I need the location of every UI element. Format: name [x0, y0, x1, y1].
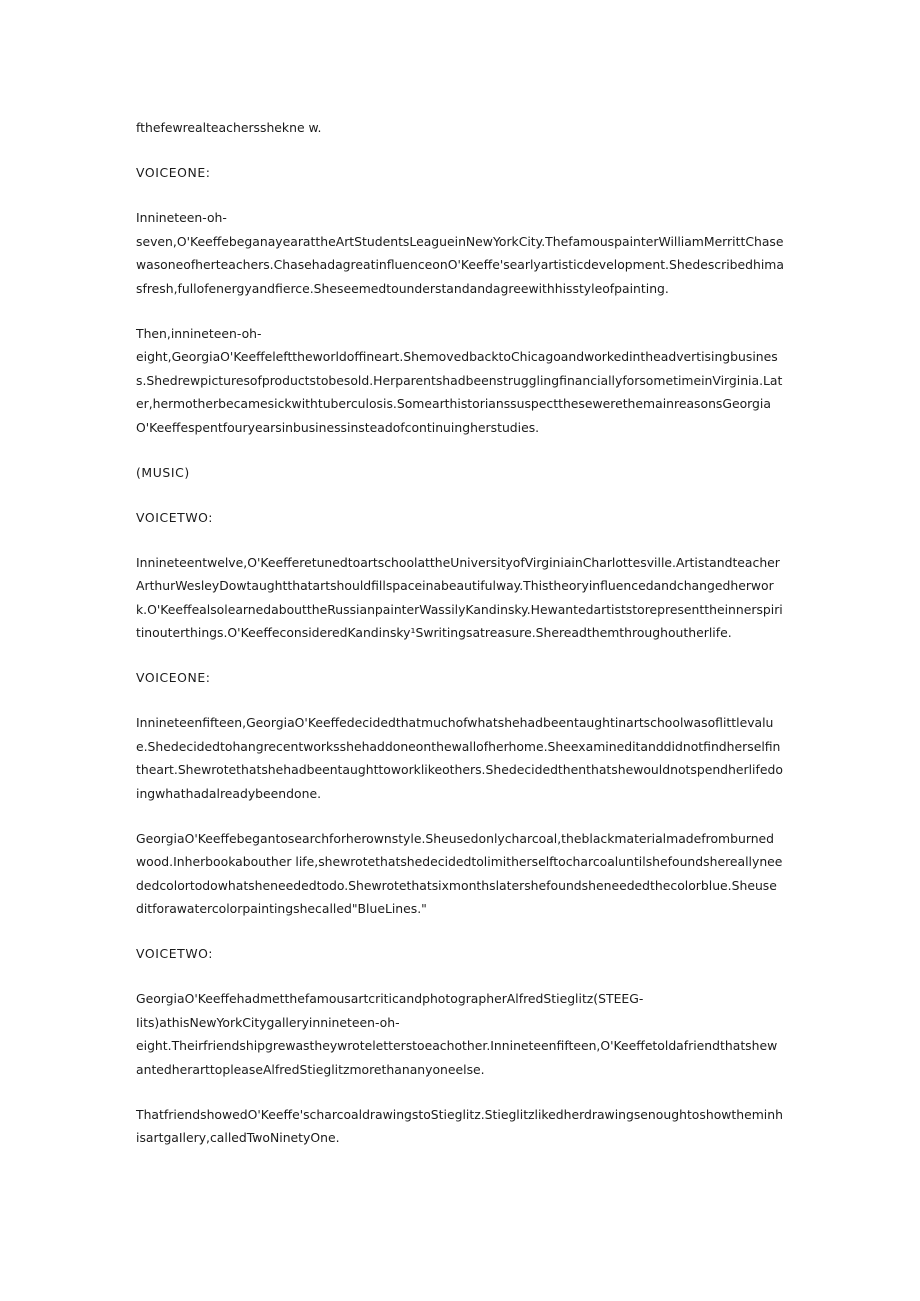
text-block: Innineteentwelve,O'KeefferetunedtoartschoolattheUniversityofVirginiainCharlottesville.ArtistandteacherArthurWesleyDowtaughtthatartshouldfillspaceinabeautifulway.Thistheoryinfluencedandchangedherwork.O'KeeffealsolearnedabouttheRussianpainterWassilyKandinsky.Hewantedartiststorepresenttheinnerspiritinouterthings.O'KeeffeconsideredKandinsky¹Swritingsatreasure.Shereadthemthroughoutherlife. [136, 554, 783, 640]
speaker-label: VOICETWO: [136, 946, 214, 961]
speaker-label: VOICEONE: [136, 670, 211, 685]
text-block: fthefewrealteachersshekne w. [136, 120, 322, 135]
speaker-label: VOICEONE: [136, 165, 211, 180]
speaker-label: VOICETWO: [136, 509, 214, 525]
stage-direction: (MUSIC) [136, 464, 190, 480]
text-block: Then,innineteen-oh- eight,GeorgiaO'Keeffelefttheworldoffineart.ShemovedbacktoChicagoandworkedintheadvertisingbusiness.Shedrewpicturesofproductstobesold.HerparentshadbeenstrugglingfinanciallyforsometimeinVirginia.Later,hermotherbecamesickwithtuberculosis.SomearthistorianssuspectthesewerethemainreasonsGeorgiaO'Keeffespentfouryearsinbusinessinsteadofcontinuingherstudies. [136, 325, 783, 435]
document-page [136, 116, 784, 1171]
text-block: ThatfriendshowedO'Keeffe'scharcoaldrawingstoStieglitz.StieglitzlikedherdrawingsenoughtoshowtheminhisartgaIlery,calledTwoNinetyOne. [136, 1106, 783, 1145]
text-block: Innineteen-oh- seven,O'KeeffebeganayearattheArtStudentsLeagueinNewYorkCity.ThefamouspainterWilliamMerrittChasewasoneofherteachers.ChasehadagreatinfluenceonO'Keeffe'searlyartisticdevelopment.Shedescribedhimasfresh,fullofenergyandfierce.Sheseemedtounderstandandagreewithhisstyleofpainting. [136, 210, 784, 296]
text-block: GeorgiaO'KeeffehadmetthefamousartcriticandphotographerAlfredStieglitz(STEEG- Iits)athisNewYorkCitygalleryinnineteen-oh- eight.Theirfriendshipgrewastheywroteletterstoeachother.Innineteenfifteen,O'KeeffetoldafriendthatshewantedherarttopleaseAlfredStieglitzmorethananyoneelse. [136, 991, 778, 1077]
text-block: Innineteenfifteen,GeorgiaO'Keeffedecidedthatmuchofwhatshehadbeentaughtinartschoolwasoflittlevalue.Shedecidedtohangrecentworksshehaddoneonthewallofherhome.Sheexamineditanddidnotfindherselfintheart.Shewrotethatshehadbeentaughttoworklikeothers.Shedecidedthenthatshewouldnotspendherlifedoingwhathadalreadybeendone. [136, 715, 783, 801]
text-block: GeorgiaO'Keeffebegantosearchforherownstyle.Sheusedonlycharcoal,theblackmaterialmadefromburnedwood.Inherbookabouther life,shewrotethatshedecidedtolimitherselftocharcoaluntilshefoundshereallyneededcolortodowhatsheneededtodo.Shewrotethatsixmonthslatershefoundsheneededthecolorblue.Sheuseditforawatercolorpaintingshecalled"BlueLines." [136, 830, 783, 916]
